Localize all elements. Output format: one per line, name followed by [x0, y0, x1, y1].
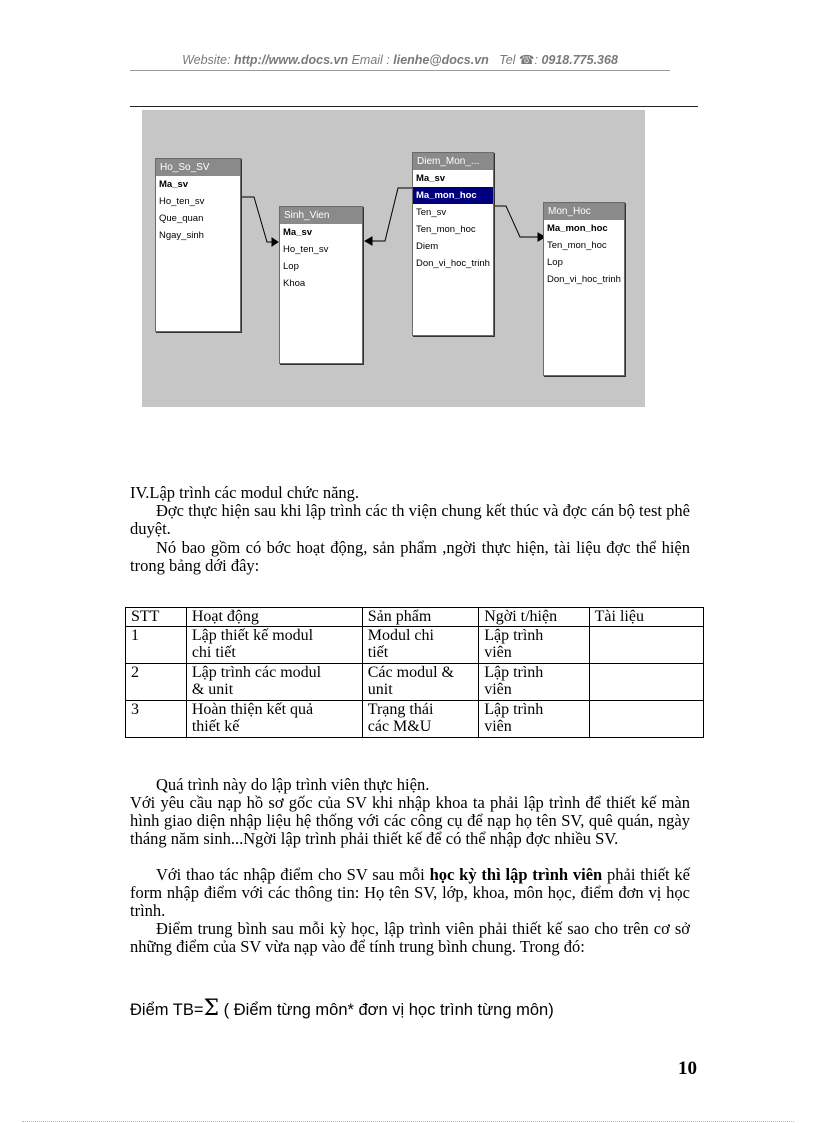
cell-line: viên — [484, 681, 512, 698]
paragraph-4: Với yêu cầu nạp hồ sơ gốc của SV khi nhập khoa ta phải lập trình để thiết kế màn hình giao diện nhập liệu hệ thống với các công cụ để nạp họ tên SV, quê quán, ngày tháng năm sinh...Ngời lập trình phải thiết kế để có thể nhập đợc nhiều SV. — [130, 793, 690, 848]
paragraph-3: Quá trình này do lập trình viên thực hiện. — [156, 775, 430, 794]
cell-document — [589, 701, 703, 738]
table-diem-mon[interactable] — [412, 152, 494, 336]
cell-line: unit — [367, 681, 393, 698]
header-product: Sản phẩm — [362, 608, 478, 627]
field-lop[interactable]: Lop — [547, 257, 563, 268]
field-ngay-sinh[interactable]: Ngay_sinh — [159, 230, 204, 241]
cell-line: thiết kế — [191, 718, 240, 735]
email-label: Email : — [351, 53, 390, 67]
tel-number: 0918.775.368 — [541, 53, 618, 67]
field-que-quan[interactable]: Que_quan — [159, 213, 204, 224]
table-title: Mon_Hoc — [544, 203, 624, 220]
activity-table — [125, 607, 704, 738]
paragraph-2: Nó bao gồm có bớc hoạt động, sản phẩm ,ngời thực hiện, tài liệu đợc thể hiện trong bảng dới đây: — [130, 538, 690, 575]
table-sinh-vien[interactable] — [279, 206, 363, 364]
email-address[interactable]: lienhe@docs.vn — [393, 53, 489, 67]
tel-label: Tel ☎: — [499, 53, 538, 67]
field-ma-mon-hoc[interactable]: Ma_mon_hoc — [547, 223, 608, 234]
page-header — [130, 52, 670, 67]
field-khoa[interactable]: Khoa — [283, 278, 306, 289]
header-performer: Ngời t/hiện — [479, 608, 589, 627]
cell-activity — [186, 701, 362, 738]
table-row — [126, 701, 704, 738]
cell-line: Lập trình các modul — [191, 664, 322, 681]
p5-before: Với thao tác nhập điểm cho SV sau mỗi — [156, 865, 430, 884]
field-diem[interactable]: Diem — [416, 241, 439, 252]
table-title: Diem_Mon_... — [413, 153, 493, 170]
header-rule — [130, 70, 670, 71]
cell-line: Lập thiết kế modul — [191, 627, 314, 644]
cell-line: Modul chi — [367, 627, 434, 644]
table-ho-so-sv[interactable] — [155, 158, 241, 332]
relationship-diagram — [142, 110, 645, 407]
cell-activity — [186, 664, 362, 701]
field-don-vi-hoc-trinh[interactable]: Don_vi_hoc_trinh — [416, 258, 490, 269]
cell-document — [589, 627, 703, 664]
cell-line: Lập trình — [484, 627, 544, 644]
cell-product — [362, 701, 478, 738]
cell-line: Trạng thái — [367, 701, 434, 718]
field-ho-ten-sv[interactable]: Ho_ten_sv — [159, 196, 205, 207]
cell-line: Hoàn thiện kết quả — [191, 701, 314, 718]
cell-stt: 2 — [126, 664, 187, 701]
cell-line: Lập trình — [484, 701, 544, 718]
header-activity: Hoạt động — [186, 608, 362, 627]
table-row — [126, 664, 704, 701]
p5-bold: học kỳ thì lập trình viên — [429, 865, 603, 884]
top-rule — [130, 106, 698, 107]
field-ho-ten-sv[interactable]: Ho_ten_sv — [283, 244, 329, 255]
field-don-vi-hoc-trinh[interactable]: Don_vi_hoc_trinh — [547, 274, 621, 285]
cell-line: các M&U — [367, 718, 432, 735]
field-ten-sv[interactable]: Ten_sv — [416, 207, 447, 218]
website-label: Website: — [182, 53, 231, 67]
website-url[interactable]: http://www.docs.vn — [233, 53, 349, 67]
field-ten-mon-hoc[interactable]: Ten_mon_hoc — [416, 224, 476, 235]
field-ma-mon-hoc-selected[interactable]: Ma_mon_hoc — [413, 187, 493, 204]
cell-line: & unit — [191, 681, 234, 698]
paragraph-1: Đợc thực hiện sau khi lập trình các th viện chung kết thúc và đợc cán bộ test phê duyệt. — [130, 501, 690, 538]
field-ma-sv[interactable]: Ma_sv — [159, 179, 189, 190]
cell-product — [362, 664, 478, 701]
cell-product — [362, 627, 478, 664]
field-ma-sv[interactable]: Ma_sv — [283, 227, 313, 238]
average-formula — [130, 996, 554, 1021]
section-heading: IV.Lập trình các modul chức năng. — [130, 483, 360, 502]
formula-right: ( Điểm từng môn* đơn vị học trình từng môn) — [219, 1001, 554, 1019]
cell-line: viên — [484, 718, 512, 735]
field-lop[interactable]: Lop — [283, 261, 299, 272]
cell-line: tiết — [367, 644, 389, 661]
cell-stt: 1 — [126, 627, 187, 664]
cell-performer — [479, 701, 589, 738]
paragraph-6: Điểm trung bình sau mỗi kỳ học, lập trình viên phải thiết kế sao cho trên cơ sở những điểm của SV vừa nạp vào để tính trung bình chung. Trong đó: — [130, 919, 690, 956]
footer-rule — [22, 1121, 794, 1122]
cell-line: viên — [484, 644, 512, 661]
cell-stt: 3 — [126, 701, 187, 738]
table-title: Ho_So_SV — [156, 159, 240, 176]
field-ma-sv[interactable]: Ma_sv — [416, 173, 446, 184]
cell-activity — [186, 627, 362, 664]
cell-performer — [479, 627, 589, 664]
header-document: Tài liệu — [589, 608, 703, 627]
table-title: Sinh_Vien — [280, 207, 362, 224]
paragraph-5 — [130, 866, 690, 920]
sigma-icon: Σ — [203, 996, 220, 1021]
table-row — [126, 627, 704, 664]
cell-performer — [479, 664, 589, 701]
cell-line: Lập trình — [484, 664, 544, 681]
p5-after: phải thiết kế form nhập điểm với các thông tin: Họ tên SV, lớp, khoa, môn học, điểm đơn vị học trình. — [130, 865, 690, 920]
cell-line: chi tiết — [191, 644, 236, 661]
cell-document — [589, 664, 703, 701]
page-number: 10 — [678, 1058, 697, 1079]
formula-left: Điểm TB= — [130, 1001, 204, 1019]
cell-line: Các modul & — [367, 664, 454, 681]
table-mon-hoc[interactable] — [543, 202, 625, 376]
field-ten-mon-hoc[interactable]: Ten_mon_hoc — [547, 240, 607, 251]
table-header-row — [126, 608, 704, 627]
header-stt: STT — [126, 608, 187, 627]
